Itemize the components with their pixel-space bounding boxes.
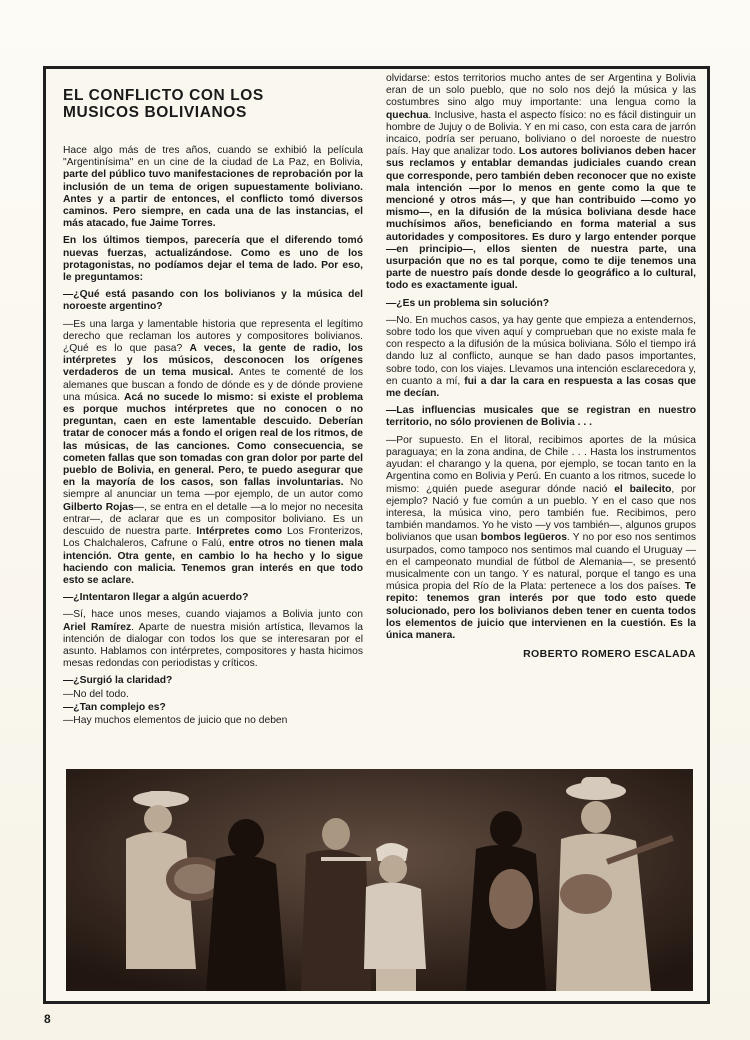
left-paragraph: [63, 145, 363, 230]
bold-text: entre otros no tienen mala intención. Otra gente, en cambio lo ha hecho y lo sigue haciendo con malicia. Tenemos gran interés en que todo esto se aclare.: [63, 538, 363, 586]
page-number: 8: [44, 1012, 51, 1026]
bold-text: bombos legüeros: [480, 532, 567, 544]
bold-text: fui a dar la cara en respuesta a las cosas que me decían.: [386, 375, 697, 400]
bold-text: Los autores bolivianos deben hacer sus reclamos y entablar demandas judiciales cuando crean que corresponde, pero también deben reconocer que no existe mala intención —por lo menos en gente como la que te mencioné y otros más—, y que han contribuido —como yo mismo—, en la difusión de la música boliviana desde hace muchísimos años, beneficiando en forma material a sus autoridades y compositores. Es duro y largo entender porque —en principio—, ellos sienten de nuestra parte, una usurpación que no es tal porque, como te dije tenemos una parte de nuestro país donde desde lo geográfico a lo cultural, todo es exactamente igual.: [386, 146, 696, 292]
bold-text: Gilberto Rojas: [63, 501, 134, 513]
musicians-photo-image: [66, 769, 693, 991]
title-line-2: MUSICOS BOLIVIANOS: [63, 104, 247, 121]
bold-text: A veces, la gente de radio, los intérpretes y los músicos, desconocen los orígenes verdaderos de un tema musical.: [63, 343, 363, 379]
bold-text: quechua: [386, 109, 429, 121]
bold-text: el bailecito: [614, 483, 672, 495]
body-text: , por ejemplo? Nació y fue común a un pueblo. Y en el caso que nos interesa, la música vino, pero también fue. Recibimos, pero también mandamos. Yo he visto —y vos también—, algunos grupos bolivianos que usan: [386, 483, 696, 544]
left-paragraph: [63, 289, 363, 313]
title-line-1: EL CONFLICTO CON LOS: [63, 87, 264, 104]
article-title: [63, 87, 363, 121]
article-frame: [43, 66, 710, 1004]
body-text: . Aparte de nuestra misión artística, llevamos la intención de dialogar con todos los que se interesaran por el asunto. Hablamos con intérpretes, compositores y hasta hicimos mesas redondas con periodistas y críticos.: [63, 621, 363, 670]
left-paragraph: [63, 715, 363, 727]
bold-text: En los últimos tiempos, parecería que el diferendo tomó nuevas fuerzas, actualizándose. Como es uno de los protagonistas, no podíamos dejar el tema de lado. Por eso, le preguntamos:: [63, 235, 363, 284]
bold-text: —¿Intentaron llegar a algún acuerdo?: [63, 592, 249, 604]
body-text: . Inclusive, hasta el aspecto físico: no es fácil distinguir un hombre de Jujuy o de Bolivia. Y en mi caso, con esta cara de jarrón incaico, podría ser peruano, boliviano o del noroeste de nuestro país. Hay que analizar todo.: [386, 109, 696, 158]
bold-text: Ariel Ramírez: [63, 621, 132, 633]
body-text: —Es una larga y lamentable historia que representa el legítimo derecho que reclaman los autores y compositores bolivianos. ¿Qué es lo que pasa?: [63, 318, 363, 355]
body-text: —No del todo.: [63, 688, 129, 700]
bold-text: —Las influencias musicales que se registran en nuestro territorio, no sólo provienen de Bolivia . . .: [386, 405, 696, 429]
bold-text: —¿Es un problema sin solución?: [386, 297, 550, 309]
body-text: —, se entra en el detalle —a lo mejor no necesita entrar—, de aclarar que es un compositor boliviano. Es un descuido de nuestra parte.: [63, 501, 363, 538]
left-paragraph: [63, 592, 363, 604]
author-signature: ROBERTO ROMERO ESCALADA: [523, 648, 696, 661]
body-text: —No. En muchos casos, ya hay gente que empieza a entendernos, sobre todo los que viven aquí y comprueban que no existe mala fe con respecto a la difusión de la música boliviana. Sólo el tiempo irá dando luz al conflicto, aunque se han dado pasos importantes, sobre todo, con los viajes. Llevamos una intención esclarecedora y, en cuanto a mí,: [386, 314, 696, 387]
bold-text: parte del público tuvo manifestaciones de reprobación por la inclusión de un tema de origen supuestamente boliviano. Antes y a partir de entonces, el conflicto tomó diversos caminos. Pero siempre, en cada una de las instancias, el más atacado, fue Jaime Torres.: [63, 169, 363, 230]
right-paragraph: [386, 315, 696, 400]
body-text: Antes te comenté de los alemanes que buscan a fondo de dónde es y de dónde proviene una música.: [63, 367, 363, 403]
bold-text: —¿Qué está pasando con los bolivianos y la música del noroeste argentino?: [63, 289, 363, 313]
right-paragraph: [386, 435, 696, 642]
musicians-photo: [66, 769, 693, 991]
left-paragraph: [63, 689, 363, 701]
body-text: —Por supuesto. En el litoral, recibimos aportes de la música paraguaya; en la zona andina, de Chile . . . Hasta los instrumentos ayudan: el charango y la quena, por ejemplo, se tocan tanto en la Argentina como en Bolivia y Perú. En cuanto a los ritmos, sucede lo mismo: ¿quién puede asegurar dónde nació: [386, 434, 696, 495]
left-paragraph: [63, 675, 363, 687]
bold-text: —¿Surgió la claridad?: [63, 675, 173, 687]
body-text: olvidarse: estos territorios mucho antes de ser Argentina y Bolivia eran de un solo pueblo, que no solo nos dejó la música y las costumbres sino algo muy importante: una lengua como la: [386, 73, 696, 109]
right-paragraph: [386, 73, 696, 293]
left-paragraph: [63, 702, 363, 714]
left-paragraph: [63, 319, 363, 587]
bold-text: —¿Tan complejo es?: [63, 701, 166, 713]
body-text: No siempre al anunciar un tema —por ejemplo, de un autor como: [63, 477, 363, 501]
bold-text: Intérpretes como: [196, 526, 283, 538]
left-paragraph: [63, 609, 363, 670]
right-column: [386, 73, 696, 660]
left-paragraph: [63, 235, 363, 284]
body-text: . Y no por eso nos sentimos usurpados, como tampoco nos sentimos mal cuando el Uruguay —en el campeonato mundial de fútbol de Alemania—, se presentó musicalmente con un tango. Y es natural, porque el tango es una música propia del Río de la Plata: pertenece a los dos países.: [386, 532, 696, 593]
left-column-body: [63, 145, 363, 727]
bold-text: Acá no sucede lo mismo: si existe el problema es porque muchos intérpretes que no conocen o no preguntan, caen en este lamentable descuido. Deberían tratar de conocer más a fondo el origen real de los ritmos, de las músicas, de las canciones. Como consecuencia, se cometen fallas que son tomadas con gran dolor por parte del pueblo de Bolivia, en general. Pero, te puedo asegurar que en la mayoría de los casos, son fallas involuntarias.: [63, 391, 363, 489]
right-paragraph: [386, 405, 696, 429]
left-column: [63, 75, 363, 728]
bold-text: Te repito: tenemos gran interés por que todo esto quede solucionado, pero los bolivianos deben tener en cuenta todos los elementos de juicio que intervienen en la cuestión. Es la única manera.: [386, 581, 696, 641]
right-paragraph: [386, 298, 696, 310]
right-column-body: [386, 73, 696, 642]
body-text: —Sí, hace unos meses, cuando viajamos a Bolivia junto con: [63, 609, 363, 621]
body-text: —Hay muchos elementos de juicio que no deben: [63, 714, 288, 726]
body-text: Hace algo más de tres años, cuando se exhibió la película "Argentinísima" en un cine de la ciudad de La Paz, en Bolivia,: [63, 145, 363, 169]
body-text: Los Fronterizos, Los Chalchaleros, Cafrune o Falú,: [63, 526, 363, 550]
